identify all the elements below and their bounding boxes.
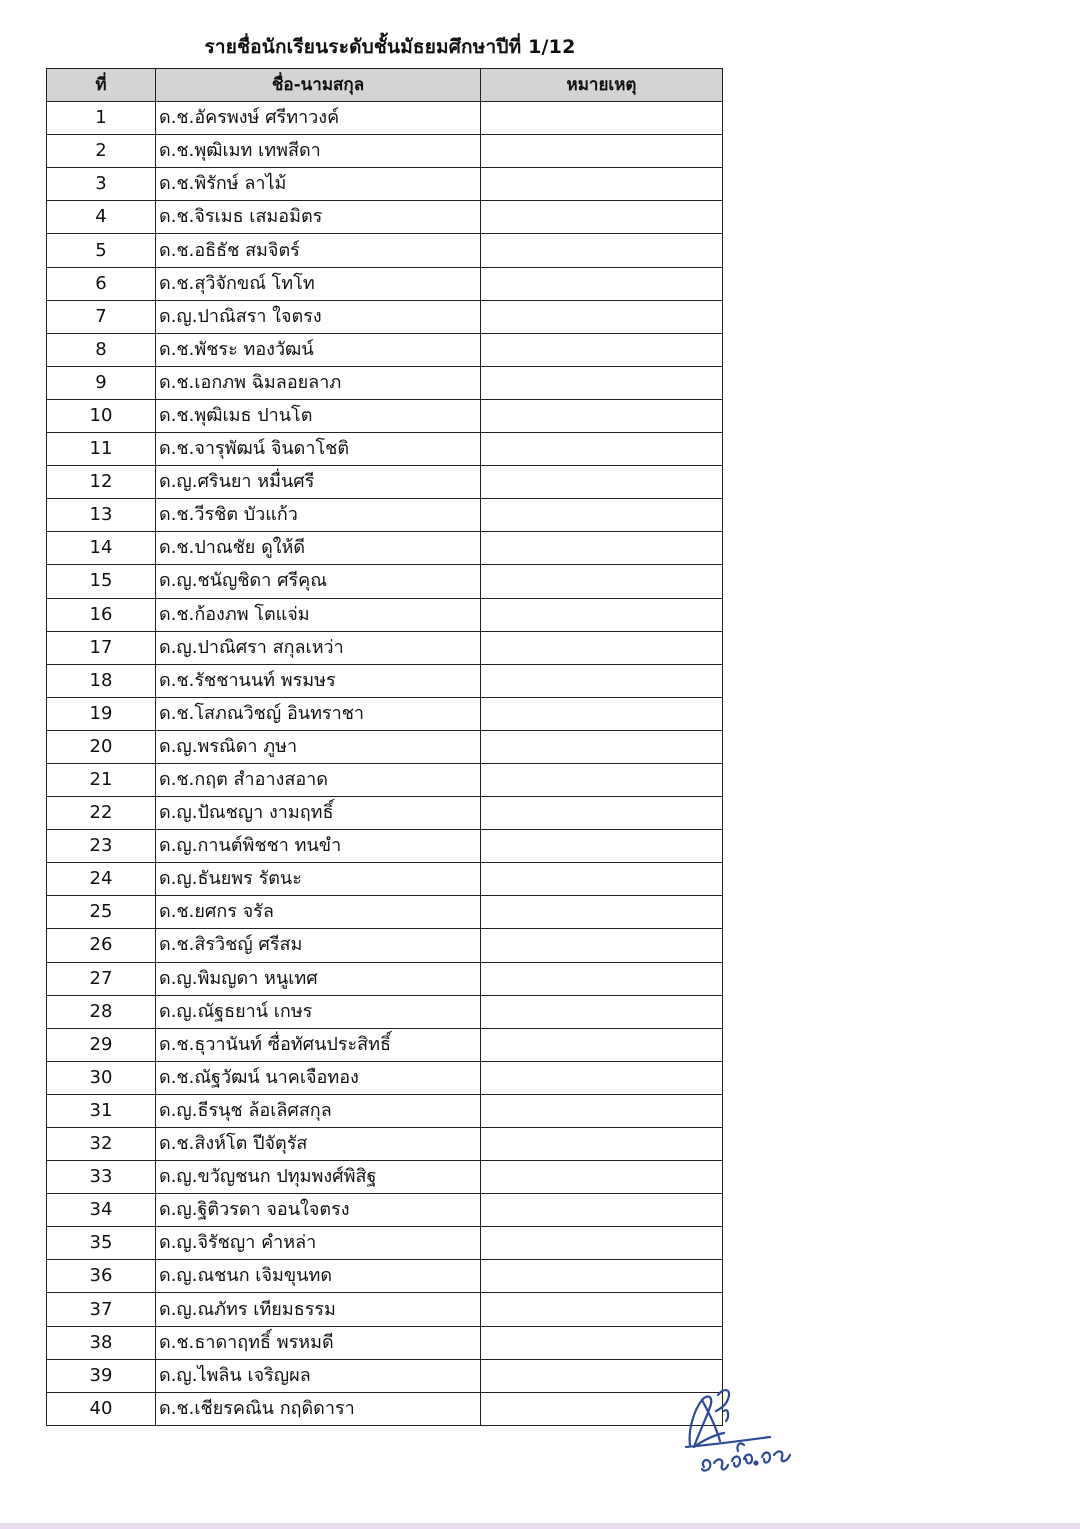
table-row (47, 565, 723, 598)
table-row (47, 1227, 723, 1260)
row-number-cell: 1 (47, 102, 156, 135)
row-number-cell: 14 (47, 532, 156, 565)
row-number-cell: 38 (47, 1326, 156, 1359)
table-row (47, 697, 723, 730)
student-name-cell: ด.ช.วีรชิต บัวแก้ว (156, 499, 481, 532)
student-name-cell: ด.ช.ยศกร จรัล (156, 896, 481, 929)
student-name-cell: ด.ช.ณัฐวัฒน์ นาคเจือทอง (156, 1061, 481, 1094)
student-name-cell: ด.ญ.ศรินยา หมื่นศรี (156, 466, 481, 499)
row-number-cell: 5 (47, 234, 156, 267)
table-row (47, 399, 723, 432)
remark-cell (481, 797, 723, 830)
table-row (47, 433, 723, 466)
row-number-cell: 2 (47, 135, 156, 168)
page-bottom-edge (0, 1523, 1080, 1529)
row-number-cell: 15 (47, 565, 156, 598)
student-roster-table (46, 68, 723, 1426)
row-number-cell: 30 (47, 1061, 156, 1094)
student-name-cell: ด.ช.จารุพัฒน์ จินดาโชติ (156, 433, 481, 466)
remark-cell (481, 863, 723, 896)
handwritten-signature (680, 1375, 810, 1485)
row-number-cell: 7 (47, 300, 156, 333)
table-row (47, 1028, 723, 1061)
student-name-cell: ด.ช.ธุวานันท์ ซื่อทัศนประสิทธิ์ (156, 1028, 481, 1061)
student-name-cell: ด.ช.เชียรคณิน กฤดิดารา (156, 1392, 481, 1425)
student-name-cell: ด.ญ.ชนัญชิดา ศรีคุณ (156, 565, 481, 598)
table-row (47, 234, 723, 267)
table-row (47, 499, 723, 532)
row-number-cell: 25 (47, 896, 156, 929)
table-body (47, 102, 723, 1426)
remark-cell (481, 1094, 723, 1127)
student-name-cell: ด.ญ.ฐิติวรดา จอนใจตรง (156, 1194, 481, 1227)
table-row (47, 598, 723, 631)
student-name-cell: ด.ช.อธิธัช สมจิตร์ (156, 234, 481, 267)
table-row (47, 830, 723, 863)
table-row (47, 995, 723, 1028)
remark-cell (481, 962, 723, 995)
table-row (47, 135, 723, 168)
student-name-cell: ด.ช.พัชระ ทองวัฒน์ (156, 333, 481, 366)
row-number-cell: 35 (47, 1227, 156, 1260)
remark-cell (481, 267, 723, 300)
table-row (47, 168, 723, 201)
remark-cell (481, 995, 723, 1028)
table-row (47, 102, 723, 135)
student-name-cell: ด.ช.สิรวิชญ์ ศรีสม (156, 929, 481, 962)
remark-cell (481, 466, 723, 499)
row-number-cell: 16 (47, 598, 156, 631)
remark-cell (481, 664, 723, 697)
row-number-cell: 22 (47, 797, 156, 830)
remark-cell (481, 896, 723, 929)
remark-cell (481, 929, 723, 962)
student-name-cell: ด.ช.ปาณชัย ดูให้ดี (156, 532, 481, 565)
student-name-cell: ด.ญ.ขวัญชนก ปทุมพงศ์พิสิฐ (156, 1161, 481, 1194)
remark-cell (481, 366, 723, 399)
document-title: รายชื่อนักเรียนระดับชั้นมัธยมศึกษาปีที่ 1/12 (204, 36, 576, 58)
table-row (47, 863, 723, 896)
remark-cell (481, 1194, 723, 1227)
table-row (47, 1194, 723, 1227)
table-row (47, 366, 723, 399)
remark-cell (481, 1128, 723, 1161)
table-row (47, 1161, 723, 1194)
row-number-cell: 10 (47, 399, 156, 432)
table-row (47, 1326, 723, 1359)
remark-cell (481, 730, 723, 763)
row-number-cell: 24 (47, 863, 156, 896)
remark-cell (481, 201, 723, 234)
student-name-cell: ด.ญ.กานต์พิชชา ทนขำ (156, 830, 481, 863)
header-name: ชื่อ-นามสกุล (156, 69, 481, 102)
student-name-cell: ด.ญ.ณัฐธยาน์ เกษร (156, 995, 481, 1028)
student-name-cell: ด.ช.พุฒิเมธ ปานโต (156, 399, 481, 432)
row-number-cell: 37 (47, 1293, 156, 1326)
row-number-cell: 3 (47, 168, 156, 201)
table-row (47, 300, 723, 333)
student-name-cell: ด.ช.โสภณวิชญ์ อินทราชา (156, 697, 481, 730)
remark-cell (481, 102, 723, 135)
table-row (47, 631, 723, 664)
student-name-cell: ด.ญ.ไพลิน เจริญผล (156, 1359, 481, 1392)
remark-cell (481, 1161, 723, 1194)
row-number-cell: 27 (47, 962, 156, 995)
table-row (47, 664, 723, 697)
row-number-cell: 13 (47, 499, 156, 532)
remark-cell (481, 499, 723, 532)
table-row (47, 730, 723, 763)
student-name-cell: ด.ญ.ณชนก เจิมขุนทด (156, 1260, 481, 1293)
row-number-cell: 29 (47, 1028, 156, 1061)
row-number-cell: 39 (47, 1359, 156, 1392)
row-number-cell: 32 (47, 1128, 156, 1161)
table-row (47, 532, 723, 565)
student-name-cell: ด.ญ.ธันยพร รัตนะ (156, 863, 481, 896)
student-name-cell: ด.ญ.ปัณชญา งามฤทธิ์ (156, 797, 481, 830)
row-number-cell: 33 (47, 1161, 156, 1194)
table-row (47, 1293, 723, 1326)
row-number-cell: 20 (47, 730, 156, 763)
remark-cell (481, 830, 723, 863)
student-name-cell: ด.ช.พิรักษ์ ลาไม้ (156, 168, 481, 201)
row-number-cell: 12 (47, 466, 156, 499)
remark-cell (481, 532, 723, 565)
row-number-cell: 34 (47, 1194, 156, 1227)
row-number-cell: 31 (47, 1094, 156, 1127)
table-row (47, 1128, 723, 1161)
remark-cell (481, 1061, 723, 1094)
table-row (47, 763, 723, 796)
row-number-cell: 4 (47, 201, 156, 234)
row-number-cell: 9 (47, 366, 156, 399)
table-row (47, 267, 723, 300)
table-row (47, 1392, 723, 1425)
student-name-cell: ด.ช.ธาดาฤทธิ์ พรหมดี (156, 1326, 481, 1359)
student-name-cell: ด.ญ.พิมญดา หนูเทศ (156, 962, 481, 995)
remark-cell (481, 399, 723, 432)
table-row (47, 1359, 723, 1392)
student-name-cell: ด.ช.อัครพงษ์ ศรีทาวงค์ (156, 102, 481, 135)
remark-cell (481, 1028, 723, 1061)
row-number-cell: 36 (47, 1260, 156, 1293)
student-name-cell: ด.ช.กฤต สำอางสอาด (156, 763, 481, 796)
remark-cell (481, 1326, 723, 1359)
table-header-row (47, 69, 723, 102)
table-row (47, 797, 723, 830)
row-number-cell: 40 (47, 1392, 156, 1425)
row-number-cell: 17 (47, 631, 156, 664)
table-row (47, 1260, 723, 1293)
remark-cell (481, 1227, 723, 1260)
table-row (47, 1094, 723, 1127)
table-row (47, 333, 723, 366)
student-name-cell: ด.ช.สุวิจักขณ์ โทโท (156, 267, 481, 300)
row-number-cell: 19 (47, 697, 156, 730)
table-row (47, 1061, 723, 1094)
row-number-cell: 11 (47, 433, 156, 466)
remark-cell (481, 433, 723, 466)
row-number-cell: 6 (47, 267, 156, 300)
student-name-cell: ด.ช.เอกภพ ฉิมลอยลาภ (156, 366, 481, 399)
student-name-cell: ด.ช.พุฒิเมท เทพสีดา (156, 135, 481, 168)
remark-cell (481, 1260, 723, 1293)
table-row (47, 896, 723, 929)
student-name-cell: ด.ช.สิงห์โต ปีจัตุรัส (156, 1128, 481, 1161)
row-number-cell: 21 (47, 763, 156, 796)
table-row (47, 929, 723, 962)
row-number-cell: 18 (47, 664, 156, 697)
remark-cell (481, 168, 723, 201)
header-number: ที่ (47, 69, 156, 102)
student-name-cell: ด.ญ.ณภัทร เทียมธรรม (156, 1293, 481, 1326)
student-name-cell: ด.ญ.พรณิดา ภูษา (156, 730, 481, 763)
remark-cell (481, 1293, 723, 1326)
row-number-cell: 8 (47, 333, 156, 366)
remark-cell (481, 565, 723, 598)
student-name-cell: ด.ญ.ปาณิสรา ใจตรง (156, 300, 481, 333)
table-row (47, 201, 723, 234)
remark-cell (481, 598, 723, 631)
remark-cell (481, 135, 723, 168)
student-name-cell: ด.ญ.ปาณิศรา สกุลเหว่า (156, 631, 481, 664)
table-row (47, 962, 723, 995)
remark-cell (481, 300, 723, 333)
table-row (47, 466, 723, 499)
remark-cell (481, 697, 723, 730)
remark-cell (481, 763, 723, 796)
row-number-cell: 28 (47, 995, 156, 1028)
row-number-cell: 26 (47, 929, 156, 962)
student-name-cell: ด.ญ.จิรัชญา คำหล่า (156, 1227, 481, 1260)
student-name-cell: ด.ช.รัชชานนท์ พรมษร (156, 664, 481, 697)
student-name-cell: ด.ช.ก้องภพ โตแจ่ม (156, 598, 481, 631)
student-name-cell: ด.ญ.ธีรนุช ล้อเลิศสกุล (156, 1094, 481, 1127)
row-number-cell: 23 (47, 830, 156, 863)
remark-cell (481, 631, 723, 664)
remark-cell (481, 333, 723, 366)
remark-cell (481, 234, 723, 267)
header-remark: หมายเหตุ (481, 69, 723, 102)
student-name-cell: ด.ช.จิรเมธ เสมอมิตร (156, 201, 481, 234)
